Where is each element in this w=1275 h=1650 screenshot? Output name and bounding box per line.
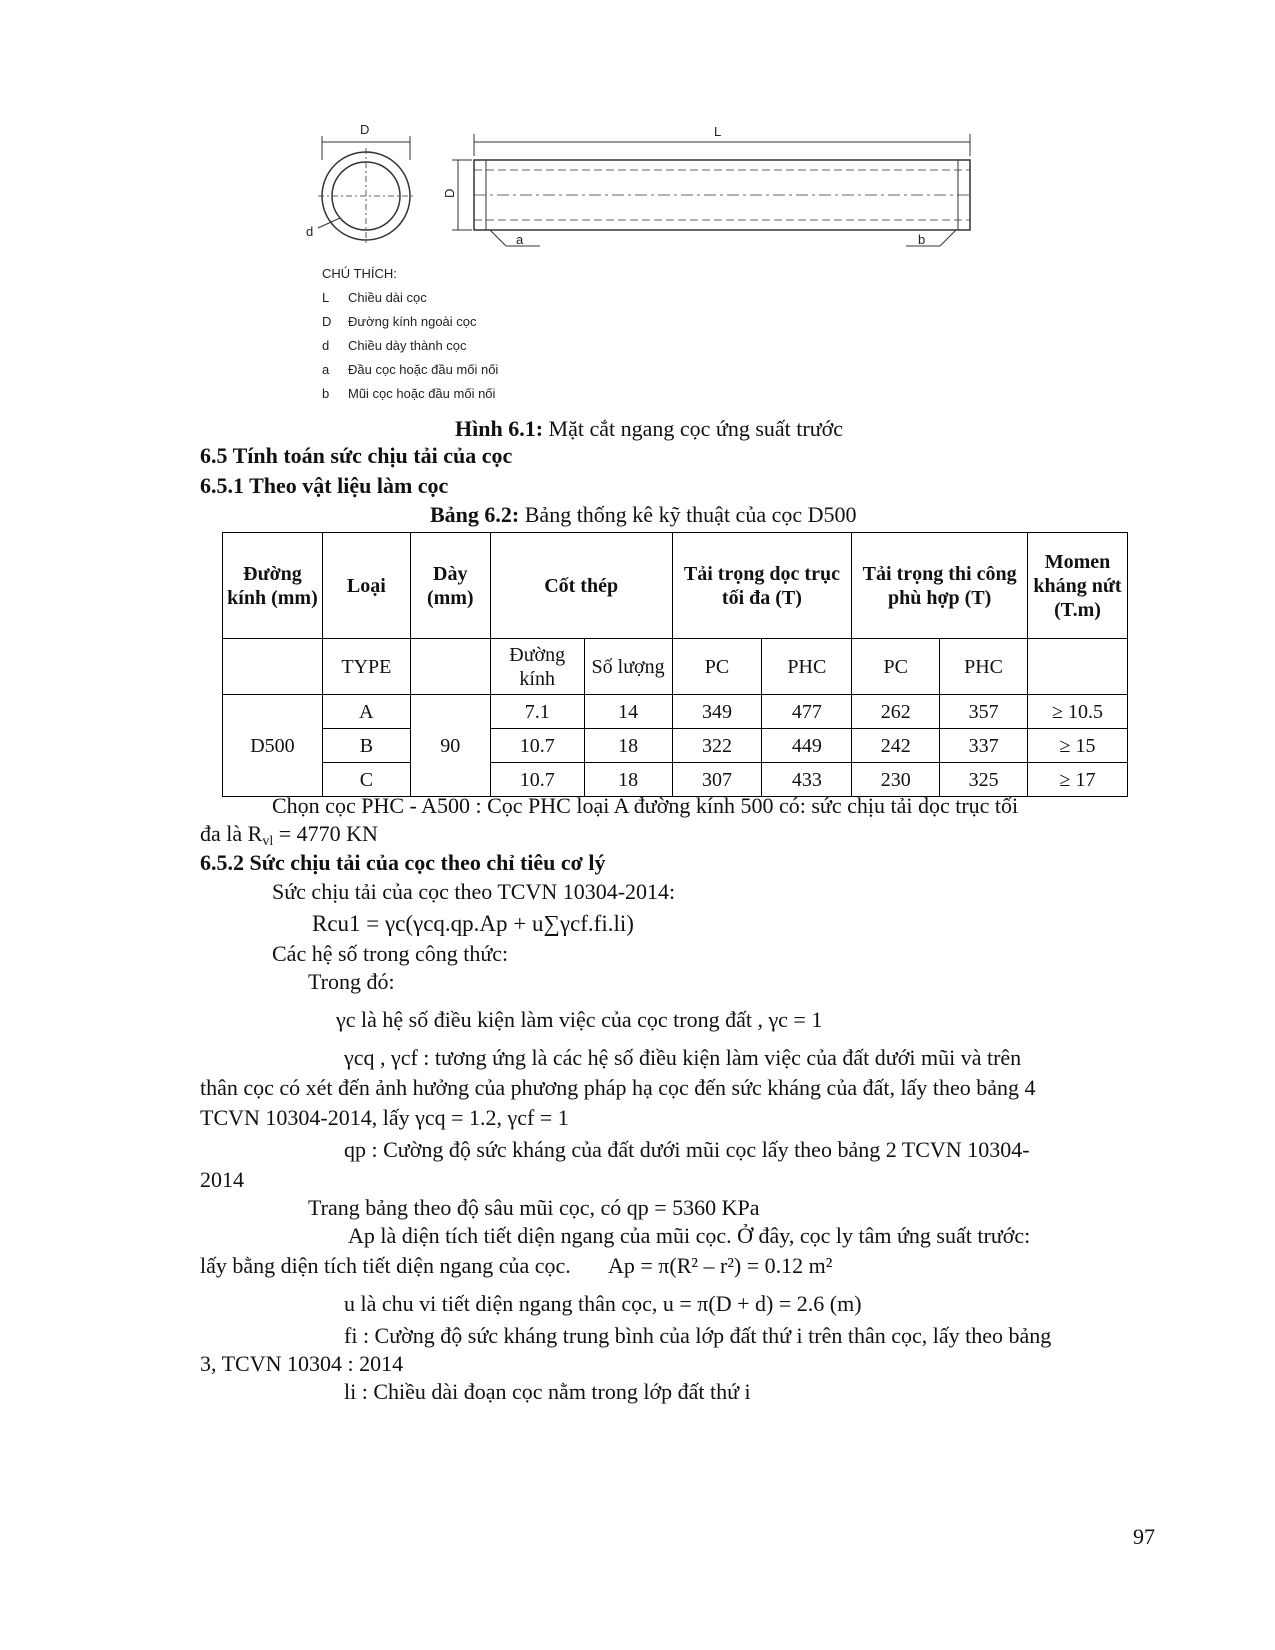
table-caption: [430, 502, 857, 528]
cell-pc-axial: 307: [672, 763, 762, 797]
paragraph: Trang bảng theo độ sâu mũi cọc, có qp = 5360 KPa: [308, 1195, 760, 1220]
longitudinal-section: [452, 134, 970, 246]
header-crack-moment: Momen kháng nứt (T.m): [1028, 533, 1128, 639]
table-row: [223, 695, 1128, 729]
legend-key: L: [322, 290, 330, 305]
paragraph: Các hệ số trong công thức:: [272, 941, 509, 966]
subheader-pc: PC: [672, 639, 762, 695]
subheader-steel-count: Số lượng: [584, 639, 672, 695]
legend-key: b: [322, 386, 330, 401]
subheader-empty: [410, 639, 490, 695]
label-D-side: D: [442, 188, 457, 198]
cell-thickness: 90: [410, 695, 490, 797]
subheader-empty: [223, 639, 323, 695]
pile-cross-section-figure: [300, 120, 1000, 250]
subheader-type: TYPE: [322, 639, 410, 695]
legend-key: D: [322, 314, 332, 329]
paragraph: Ap là diện tích tiết diện ngang của mũi cọc. Ở đây, cọc ly tâm ứng suất trước:: [348, 1223, 1031, 1248]
paragraph: qp : Cường độ sức kháng của đất dưới mũi cọc lấy theo bảng 2 TCVN 10304-: [344, 1137, 1030, 1162]
cell-pc-construction: 230: [852, 763, 940, 797]
legend-item: [322, 386, 495, 401]
cell-steel-count: 14: [584, 695, 672, 729]
paragraph: 2014: [200, 1167, 244, 1192]
table-caption-label: Bảng 6.2:: [430, 502, 520, 527]
cell-type: A: [322, 695, 410, 729]
paragraph: 3, TCVN 10304 : 2014: [200, 1351, 404, 1376]
choose-pile-value: = 4770 KN: [273, 821, 378, 846]
cell-steel-diameter: 7.1: [490, 695, 584, 729]
paragraph: TCVN 10304-2014, lấy γcq = 1.2, γcf = 1: [200, 1105, 569, 1130]
legend-text: Đường kính ngoài cọc: [348, 314, 477, 329]
table-row: [223, 729, 1128, 763]
cell-pc-axial: 349: [672, 695, 762, 729]
circular-section: [318, 136, 414, 244]
section-6-5-1-heading: 6.5.1 Theo vật liệu làm cọc: [200, 473, 449, 498]
paragraph: Sức chịu tải của cọc theo TCVN 10304-2014:: [272, 879, 676, 904]
section-6-5-2-heading: 6.5.2 Sức chịu tải của cọc theo chỉ tiêu cơ lý: [200, 850, 606, 875]
cell-phc-axial: 449: [762, 729, 852, 763]
choose-pile-text: đa là R: [200, 821, 263, 846]
cell-steel-count: 18: [584, 729, 672, 763]
paragraph: li : Chiều dài đoạn cọc nằm trong lớp đất thứ i: [344, 1379, 751, 1404]
legend-key: d: [322, 338, 330, 353]
choose-pile-subscript: vl: [262, 834, 274, 849]
page-number: 97: [1133, 1524, 1155, 1549]
header-diameter: Đường kính (mm): [223, 533, 323, 639]
legend-item: [322, 290, 427, 305]
cell-pc-construction: 262: [852, 695, 940, 729]
cell-moment: ≥ 15: [1028, 729, 1128, 763]
header-type: Loại: [322, 533, 410, 639]
cell-phc-axial: 477: [762, 695, 852, 729]
cell-type: C: [322, 763, 410, 797]
legend-item: [322, 338, 467, 353]
cell-phc-construction: 325: [940, 763, 1028, 797]
paragraph: u là chu vi tiết diện ngang thân cọc, u = π(D + d) = 2.6 (m): [344, 1291, 862, 1316]
table-subheader-row: [223, 639, 1128, 695]
legend-item: [322, 314, 477, 329]
cell-steel-diameter: 10.7: [490, 763, 584, 797]
figure-caption: [455, 416, 843, 442]
pile-spec-table: [222, 532, 1128, 797]
paragraph: γcq , γcf : tương ứng là các hệ số điều kiện làm việc của đất dưới mũi và trên: [344, 1045, 1022, 1070]
cell-steel-count: 18: [584, 763, 672, 797]
label-L: L: [714, 124, 722, 139]
paragraph: γc là hệ số điều kiện làm việc của cọc trong đất , γc = 1: [336, 1007, 823, 1032]
cell-moment: ≥ 17: [1028, 763, 1128, 797]
cell-pc-axial: 322: [672, 729, 762, 763]
cell-steel-diameter: 10.7: [490, 729, 584, 763]
legend-title: CHÚ THÍCH:: [322, 266, 397, 281]
header-axial-load: Tải trọng dọc trục tối đa (T): [672, 533, 852, 639]
legend-key: a: [322, 362, 330, 377]
legend-text: Đầu cọc hoặc đầu mối nối: [348, 362, 499, 377]
header-construction-load: Tải trọng thi công phù hợp (T): [852, 533, 1028, 639]
cell-phc-construction: 357: [940, 695, 1028, 729]
cell-moment: ≥ 10.5: [1028, 695, 1128, 729]
cell-phc-axial: 433: [762, 763, 852, 797]
subheader-pc: PC: [852, 639, 940, 695]
paragraph: Trong đó:: [308, 969, 395, 994]
label-a: a: [516, 232, 524, 247]
label-d: d: [306, 224, 314, 239]
cell-pc-construction: 242: [852, 729, 940, 763]
subheader-empty: [1028, 639, 1128, 695]
choose-pile-line2: [200, 820, 378, 852]
header-thickness: Dày (mm): [410, 533, 490, 639]
bearing-capacity-formula: Rcu1 = γc(γcq.qp.Ap + u∑γcf.fi.li): [312, 911, 634, 936]
figure-caption-label: Hình 6.1:: [455, 416, 544, 441]
legend-text: Chiều dày thành cọc: [348, 338, 467, 353]
paragraph: fi : Cường độ sức kháng trung bình của lớp đất thứ i trên thân cọc, lấy theo bảng: [344, 1323, 1052, 1348]
label-b: b: [918, 232, 926, 247]
paragraph: lấy bằng diện tích tiết diện ngang của cọc.: [200, 1253, 571, 1278]
cell-type: B: [322, 729, 410, 763]
table-caption-text: Bảng thống kê kỹ thuật của cọc D500: [519, 502, 857, 527]
legend-item: [322, 362, 498, 377]
label-D-top: D: [360, 122, 370, 137]
choose-pile-line1: Chọn cọc PHC - A500 : Cọc PHC loại A đường kính 500 có: sức chịu tải dọc trục tối: [272, 793, 1019, 818]
legend-text: Chiều dài cọc: [348, 290, 427, 305]
header-steel: Cốt thép: [490, 533, 672, 639]
paragraph: thân cọc có xét đến ảnh hưởng của phương pháp hạ cọc đến sức kháng của đất, lấy theo bảng 4: [200, 1075, 1036, 1100]
area-formula: Ap = π(R² – r²) = 0.12 m²: [608, 1253, 833, 1278]
cell-phc-construction: 337: [940, 729, 1028, 763]
subheader-phc: PHC: [940, 639, 1028, 695]
subheader-phc: PHC: [762, 639, 852, 695]
figure-caption-text: Mặt cắt ngang cọc ứng suất trước: [543, 416, 844, 441]
cell-pile: D500: [223, 695, 323, 797]
section-6-5-heading: 6.5 Tính toán sức chịu tải của cọc: [200, 443, 513, 468]
subheader-steel-diameter: Đường kính: [490, 639, 584, 695]
legend-text: Mũi cọc hoặc đầu mối nối: [348, 386, 496, 401]
table-header-row: [223, 533, 1128, 639]
